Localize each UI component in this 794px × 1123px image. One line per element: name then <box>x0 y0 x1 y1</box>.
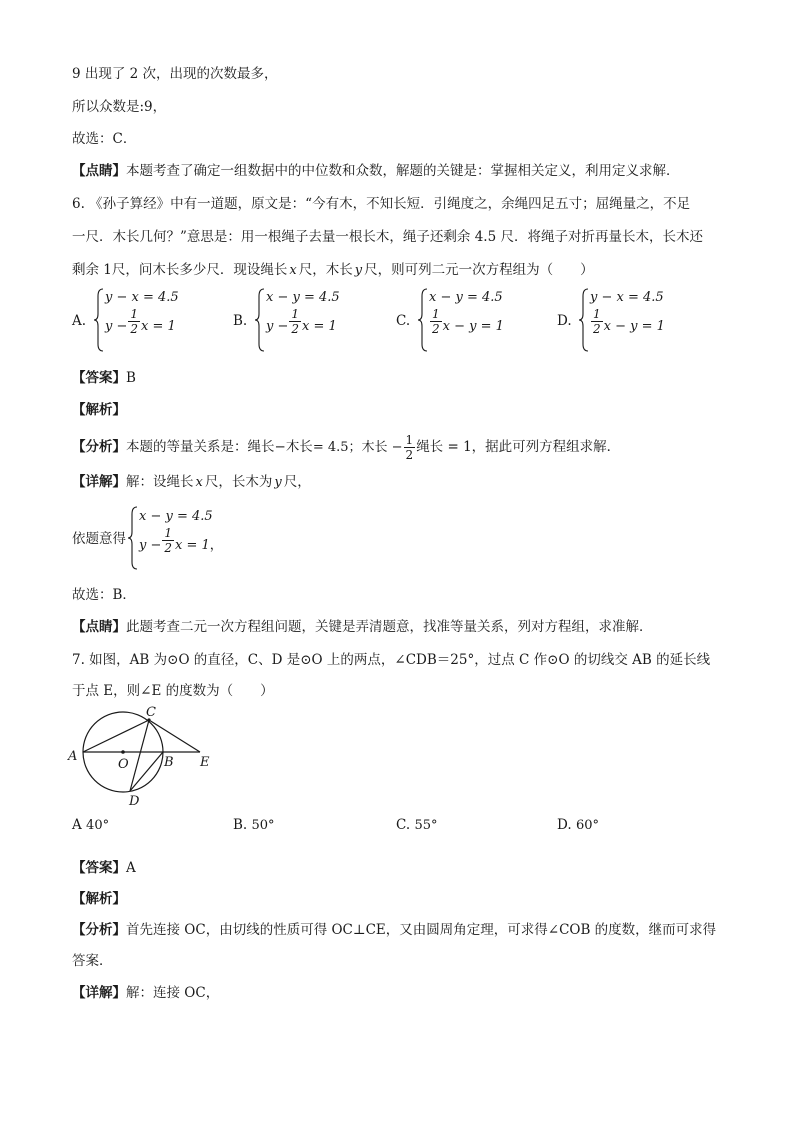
var-y: y <box>354 263 363 278</box>
option-label: B. <box>233 817 248 833</box>
equation-1: x − y = 4.5 <box>266 290 340 305</box>
option-label: D. <box>557 313 572 329</box>
question-7-line-1: 7. 如图，AB 为⊙O 的直径，C、D 是⊙O 上的两点，∠CDB＝25°，过点 C 作⊙O 的切线交 AB 的延长线 <box>72 652 711 668</box>
option-value: 40° <box>86 818 110 833</box>
q6-text-a: 剩余 1尺，问木长多少尺．现设绳长 <box>72 262 288 278</box>
comment-text: 本题考查了确定一组数据中的中位数和众数，解题的关键是：掌握相关定义，利用定义求解． <box>126 163 680 179</box>
equation-1: x − y = 4.5 <box>139 509 213 524</box>
question-6-line-1: 6. 《孙子算经》中有一道题，原文是：“今有木，不知长短．引绳度之，余绳四足五寸；屈绳量之，不足 <box>72 196 691 212</box>
answer-value: B <box>126 370 136 386</box>
q7-option-b[interactable] <box>233 819 275 833</box>
text-line: 故选：C． <box>72 131 137 147</box>
equation-system <box>72 506 272 572</box>
xiangjie-text: 解：设绳长 <box>126 474 194 490</box>
equation-2: y − $\frac{1}{2}$ x = 1 <box>105 307 176 336</box>
fenxi-tag: 【分析】 <box>72 922 126 938</box>
fenxi-line <box>72 434 620 461</box>
fraction: $\frac{1}{2}$ <box>405 433 414 462</box>
xiangjie-tag: 【详解】 <box>72 474 126 490</box>
xiangjie-line <box>72 987 219 1001</box>
label-o: O <box>118 757 129 772</box>
xiangjie-text: 尺， <box>283 474 311 490</box>
section-tag: 【点睛】 <box>72 163 126 179</box>
comment-text: 此题考查二元一次方程组问题，关键是弄清题意，找准等量关系，列对方程组，求准解． <box>126 619 653 635</box>
equation-1: y − x = 4.5 <box>590 290 664 305</box>
answer-tag: 【答案】 <box>72 860 126 876</box>
brace-icon <box>128 506 138 570</box>
q7-option-c[interactable] <box>396 819 437 833</box>
fenxi-text: 木长 <box>285 439 313 455</box>
analysis-tag: 【解析】 <box>72 891 126 907</box>
equation-2: $\frac{1}{2}$ x − y = 1 <box>432 307 504 336</box>
option-value: 60° <box>575 818 599 833</box>
brace-icon <box>94 288 104 352</box>
xiangjie-text: 解：连接 OC， <box>126 985 220 1001</box>
text-line: 所以众数是:9， <box>72 99 167 115</box>
answer-tag: 【答案】 <box>72 370 126 386</box>
section-tag: 【点睛】 <box>72 619 126 635</box>
option-label: C. <box>396 313 411 329</box>
fenxi-text: = 4.5；木长 − <box>312 440 403 455</box>
question-6-line-2: 一尺．木长几何？”意思是：用一根绳子去量一根长木，绳子还剩余 4.5 尺．将绳子对折再量长木，长木还 <box>72 229 703 245</box>
answer-line <box>72 862 136 876</box>
label-a: A <box>68 749 78 764</box>
comment-line <box>72 621 653 635</box>
fenxi-text: 绳长 = 1，据此可列方程组求解． <box>416 439 621 455</box>
option-label: B. <box>233 313 248 329</box>
text-line: 故选：B． <box>72 587 136 603</box>
q6-text-b: 尺，木长 <box>298 262 353 278</box>
brace-icon <box>418 288 428 352</box>
yiti-label: 依题意得 <box>72 531 126 547</box>
fenxi-text: 本题的等量关系是：绳长 <box>126 439 275 455</box>
answer-line <box>72 372 136 386</box>
option-label: A. <box>72 313 87 329</box>
analysis-tag: 【解析】 <box>72 402 126 418</box>
xiangjie-line <box>72 476 311 490</box>
text-line: 9 出现了 2 次，出现的次数最多， <box>72 66 278 82</box>
fenxi-line <box>72 924 716 938</box>
label-d: D <box>129 794 140 809</box>
equation-1: x − y = 4.5 <box>429 290 503 305</box>
option-b[interactable] <box>233 288 393 352</box>
brace-icon <box>579 288 589 352</box>
equation-2: y − $\frac{1}{2}$ x = 1 <box>266 307 337 336</box>
brace-icon <box>255 288 265 352</box>
option-c[interactable] <box>396 288 556 352</box>
option-label: A <box>72 817 82 833</box>
label-e: E <box>200 755 210 770</box>
option-d[interactable] <box>557 288 717 352</box>
option-value: 50° <box>251 818 275 833</box>
var-x: x <box>289 263 297 278</box>
var-y: y <box>274 475 282 490</box>
fenxi-text: 首先连接 OC，由切线的性质可得 OC⊥CE，又由圆周角定理，可求得∠COB 的度数，继而可求得 <box>126 922 717 938</box>
label-b: B <box>164 755 174 770</box>
question-7-line-2: 于点 E，则∠E 的度数为（ ） <box>72 683 274 699</box>
q7-option-d[interactable] <box>557 819 599 833</box>
fenxi-line-2: 答案． <box>72 953 113 969</box>
var-x: x <box>195 475 203 490</box>
equation-2: $\frac{1}{2}$ x − y = 1 <box>593 307 665 336</box>
equation-2: y − $\frac{1}{2}$ x = 1， <box>139 526 223 555</box>
fenxi-tag: 【分析】 <box>72 439 126 455</box>
xiangjie-tag: 【详解】 <box>72 985 126 1001</box>
question-6-line-3 <box>72 264 594 278</box>
option-label: D. <box>557 817 572 833</box>
equation-1: y − x = 4.5 <box>105 290 179 305</box>
q6-text-c: 尺，则可列二元一次方程组为（ ） <box>364 262 594 278</box>
option-a[interactable] <box>72 288 232 352</box>
comment-line <box>72 165 680 179</box>
option-value: 55° <box>414 818 438 833</box>
answer-value: A <box>126 860 136 876</box>
xiangjie-text: 尺，长木为 <box>204 474 273 490</box>
tangent-ce <box>149 720 200 752</box>
label-c: C <box>146 705 156 720</box>
q7-option-a[interactable] <box>72 819 109 833</box>
fenxi-minus: − <box>274 439 286 455</box>
center-dot <box>121 750 125 754</box>
option-label: C. <box>396 817 411 833</box>
circle-figure <box>66 700 226 812</box>
